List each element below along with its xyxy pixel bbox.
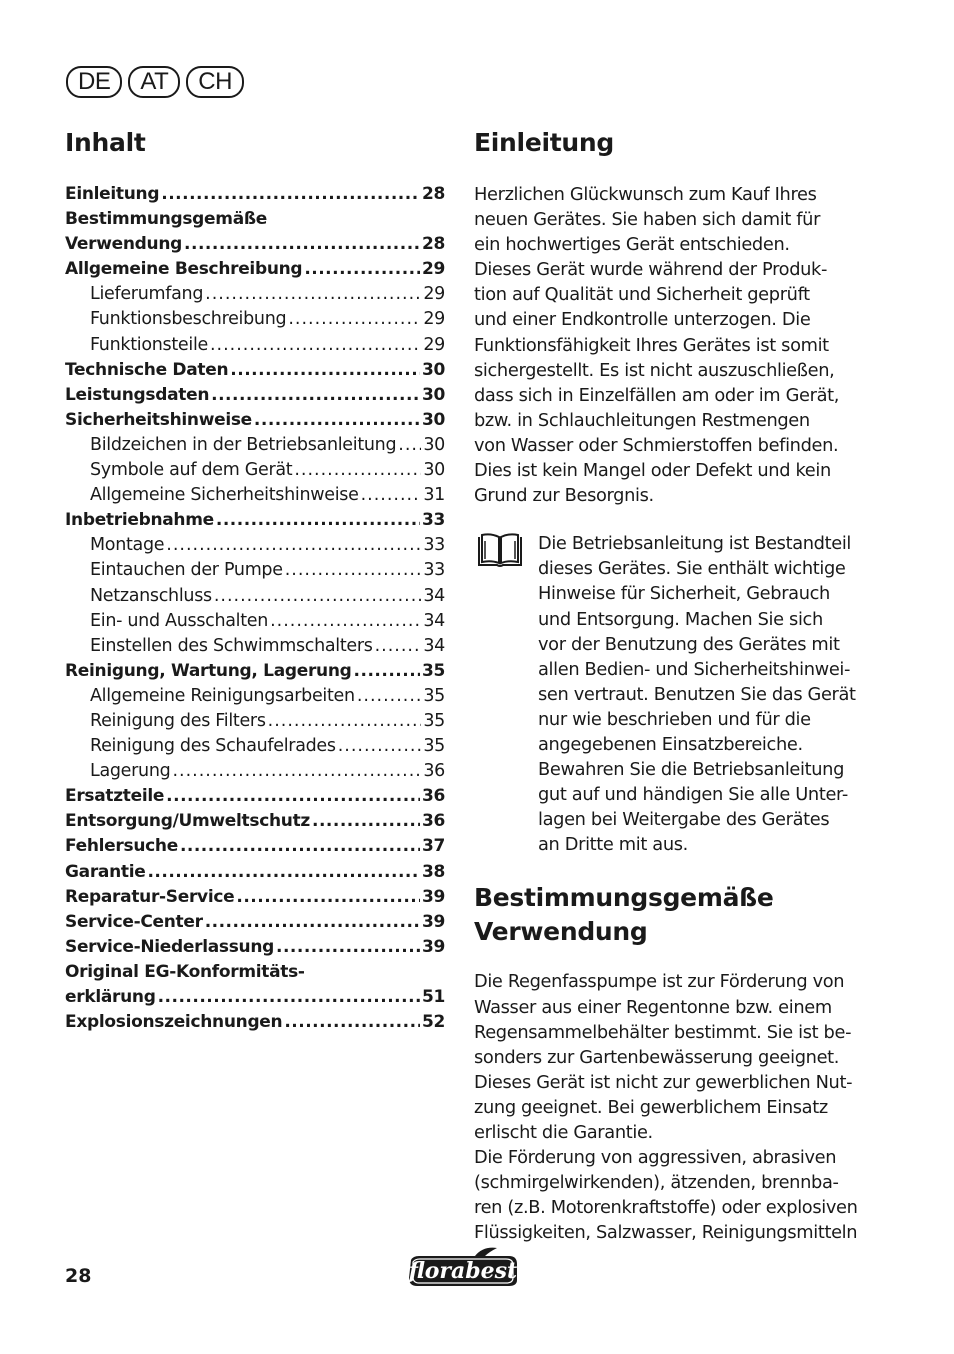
- text-line: sonders zur Gartenbewässerung geeignet.: [474, 1046, 840, 1068]
- toc-entry: [65, 584, 445, 609]
- toc-leader-dots: [210, 333, 421, 358]
- notice-text: [538, 531, 864, 857]
- toc-entry-label: Ersatzteile: [65, 786, 165, 807]
- toc-entry: [65, 508, 445, 533]
- toc-entry: [65, 759, 445, 784]
- text-line: bzw. in Schlauchleitungen Restmengen: [474, 409, 810, 431]
- toc-entry-page: 28: [421, 184, 445, 204]
- toc-leader-dots: [216, 508, 420, 533]
- toc-leader-dots: [270, 609, 421, 634]
- toc-entry: [65, 207, 445, 232]
- toc-entry-label: Bestimmungsgemäße: [65, 209, 268, 230]
- toc-leader-dots: [285, 558, 422, 583]
- toc-entry-label: Funktionsteile: [90, 334, 208, 355]
- language-badge-at: AT: [128, 66, 180, 98]
- toc-entry-label: Montage: [90, 535, 165, 556]
- toc-entry-page: 29: [423, 334, 445, 355]
- einleitung-text: [474, 182, 864, 508]
- toc-entry-label: Explosionszeichnungen: [65, 1012, 283, 1033]
- toc-entry: [65, 383, 445, 408]
- toc-entry-page: 31: [423, 485, 445, 506]
- toc-entry: [65, 910, 445, 935]
- text-line: dass sich in Einzelfällen am oder im Gerät,: [474, 384, 840, 406]
- toc-entry: [65, 1010, 445, 1035]
- text-line: und einer Endkontrolle unterzogen. Die: [474, 309, 811, 331]
- text-line: zung geeignet. Bei gewerblichem Einsatz: [474, 1096, 828, 1118]
- toc-entry-page: 29: [423, 284, 445, 305]
- text-line: nur wie beschrieben und für die: [538, 708, 811, 730]
- toc-entry-label: Bildzeichen in der Betriebsanleitung: [90, 434, 397, 455]
- text-line: (schmirgelwirkenden), ätzenden, brennba-: [474, 1172, 839, 1194]
- toc-entry: [65, 684, 445, 709]
- text-line: ren (z.B. Motorenkraftstoffe) oder explosiven: [474, 1197, 858, 1219]
- text-line: gut auf und händigen Sie alle Unter-: [538, 784, 848, 806]
- toc-entry: [65, 333, 445, 358]
- toc-entry: [65, 709, 445, 734]
- text-line: Hinweise für Sicherheit, Gebrauch: [538, 583, 830, 605]
- toc-leader-dots: [161, 182, 420, 207]
- toc-entry: [65, 734, 445, 759]
- toc-leader-dots: [268, 709, 422, 734]
- text-line: Grund zur Besorgnis.: [474, 485, 654, 507]
- toc-entry-page: 28: [421, 234, 445, 255]
- toc-leader-dots: [375, 634, 422, 659]
- text-line: erlischt die Garantie.: [474, 1122, 653, 1143]
- verwendung-section: [474, 881, 864, 1245]
- toc-entry-label: Sicherheitshinweise: [65, 409, 252, 430]
- toc-leader-dots: [398, 433, 421, 458]
- toc-entry-label: Reinigung, Wartung, Lagerung: [65, 660, 352, 681]
- toc-entry-page: 36: [421, 811, 445, 832]
- text-line: Dies ist kein Mangel oder Defekt und kein: [474, 460, 831, 482]
- toc-entry: [65, 458, 445, 483]
- toc-entry-label: Fehlersuche: [65, 836, 178, 857]
- toc-entry-page: 30: [421, 384, 445, 405]
- text-line: tion auf Qualität und Sicherheit geprüft: [474, 284, 810, 306]
- toc-entry-label: erklärung: [65, 987, 156, 1007]
- toc-leader-dots: [338, 734, 422, 759]
- toc-leader-dots: [361, 483, 422, 508]
- toc-leader-dots: [357, 684, 422, 709]
- text-line: und Entsorgung. Machen Sie sich: [538, 608, 823, 630]
- toc-entry-page: 52: [421, 1012, 445, 1033]
- toc-entry-label: Service-Center: [65, 911, 203, 932]
- manual-notice: [474, 531, 864, 857]
- language-badges: [66, 66, 244, 98]
- toc-entry: [65, 433, 445, 458]
- toc-entry-page: 33: [423, 560, 445, 581]
- text-line: Bewahren Sie die Betriebsanleitung: [538, 759, 845, 781]
- toc-leader-dots: [288, 307, 421, 332]
- toc-entry: [65, 659, 445, 684]
- language-badge-de: DE: [66, 66, 122, 98]
- text-line: Dieses Gerät wurde während der Produk-: [474, 259, 828, 281]
- toc-entry-page: 36: [423, 761, 445, 782]
- toc-leader-dots: [205, 282, 421, 307]
- toc-entry-label: Entsorgung/Umweltschutz: [65, 811, 311, 832]
- toc-entry-label: Funktionsbeschreibung: [90, 309, 287, 330]
- toc-entry-page: 39: [421, 911, 445, 932]
- text-line: dieses Gerätes. Sie enthält wichtige: [538, 558, 846, 580]
- toc-entry: [65, 834, 445, 859]
- toc-entry-label: Reinigung des Filters: [90, 710, 266, 731]
- toc-entry-page: 34: [423, 635, 445, 656]
- toc-entry: [65, 609, 445, 634]
- toc-leader-dots: [312, 809, 420, 834]
- toc-leader-dots: [172, 759, 421, 784]
- text-line: ein hochwertiges Gerät entschieden.: [474, 234, 790, 256]
- toc-entry-page: 30: [423, 460, 445, 481]
- verwendung-text: [474, 969, 864, 1245]
- verwendung-heading-line2: Verwendung: [474, 917, 648, 947]
- toc-entry: [65, 558, 445, 583]
- toc-entry-page: 30: [421, 359, 445, 380]
- text-line: Wasser aus einer Regentonne bzw. einem: [474, 996, 832, 1018]
- toc-leader-dots: [354, 659, 420, 684]
- toc-entry: [65, 232, 445, 257]
- toc-leader-dots: [214, 584, 421, 609]
- toc-entry: [65, 182, 445, 207]
- toc-leader-dots: [276, 935, 420, 960]
- toc-leader-dots: [304, 257, 420, 282]
- toc-entry-page: 35: [421, 660, 445, 681]
- toc-entry: [65, 358, 445, 383]
- toc-entry-page: 30: [423, 434, 445, 455]
- toc-entry-label: Symbole auf dem Gerät: [90, 460, 293, 481]
- toc-entry-label: Reinigung des Schaufelrades: [90, 736, 336, 757]
- text-line: von Wasser oder Schmierstoffen befinden.: [474, 434, 839, 456]
- toc-entry-page: 39: [421, 936, 445, 957]
- text-line: lagen bei Weitergabe des Gerätes: [538, 809, 830, 831]
- toc-entry: [65, 935, 445, 960]
- text-line: Dieses Gerät ist nicht zur gewerblichen Nut-: [474, 1071, 853, 1093]
- text-line: Herzlichen Glückwunsch zum Kauf Ihres: [474, 184, 817, 205]
- toc-entry-page: 36: [421, 786, 445, 807]
- content-column: [474, 126, 864, 1245]
- toc-entry-label: Garantie: [65, 861, 146, 882]
- text-line: Die Förderung von aggressiven, abrasiven: [474, 1147, 837, 1169]
- toc-entry-label: Einleitung: [65, 184, 160, 204]
- toc-leader-dots: [294, 458, 421, 483]
- toc-entry: [65, 257, 445, 282]
- toc-entry-page: 34: [423, 610, 445, 631]
- text-line: sichergestellt. Es ist nicht auszuschließen,: [474, 359, 835, 381]
- toc-entry: [65, 408, 445, 433]
- toc-entry-label: Original EG-Konformitäts-: [65, 961, 305, 982]
- toc-entry-label: Einstellen des Schwimmschalters: [90, 635, 373, 656]
- toc-leader-dots: [180, 834, 420, 859]
- toc-entry-page: 35: [423, 685, 445, 706]
- toc-entry-label: Technische Daten: [65, 359, 229, 380]
- toc-entry-page: 33: [421, 510, 445, 531]
- toc-entry-label: Netzanschluss: [90, 585, 212, 606]
- toc-entry: [65, 483, 445, 508]
- toc-column: [65, 126, 445, 1035]
- logo-text: florabest: [408, 1258, 518, 1284]
- einleitung-heading: Einleitung: [474, 128, 614, 157]
- toc-leader-dots: [284, 1010, 420, 1035]
- toc-entry-page: 34: [423, 585, 445, 606]
- text-line: neuen Gerätes. Sie haben sich damit für: [474, 209, 821, 231]
- toc-entry: [65, 985, 445, 1010]
- toc-entry: [65, 860, 445, 885]
- toc-entry-label: Inbetriebnahme: [65, 510, 214, 531]
- text-line: an Dritte mit aus.: [538, 834, 688, 856]
- text-line: Die Regenfasspumpe ist zur Förderung von: [474, 971, 845, 993]
- toc-entry-page: 38: [421, 861, 445, 882]
- toc-entry: [65, 634, 445, 659]
- text-line: Flüssigkeiten, Salzwasser, Reinigungsmitteln: [474, 1222, 858, 1244]
- toc-entry: [65, 282, 445, 307]
- toc-leader-dots: [254, 408, 420, 433]
- florabest-logo: [405, 1246, 521, 1290]
- toc-entry-label: Allgemeine Sicherheitshinweise: [90, 485, 359, 506]
- toc-leader-dots: [230, 358, 420, 383]
- toc-entry: [65, 307, 445, 332]
- toc-entry: [65, 533, 445, 558]
- toc-leader-dots: [211, 383, 420, 408]
- toc-leader-dots: [166, 784, 420, 809]
- toc-entry-page: 35: [423, 710, 445, 731]
- text-line: angegebenen Einsatzbereiche.: [538, 733, 803, 755]
- toc-leader-dots: [158, 985, 420, 1010]
- text-line: Regensammelbehälter bestimmt. Sie ist be-: [474, 1021, 852, 1043]
- book-icon: [476, 533, 524, 569]
- toc-entry-page: 35: [423, 736, 445, 757]
- toc-entry-label: Lagerung: [90, 761, 171, 782]
- verwendung-heading-line1: Bestimmungsgemäße: [474, 883, 774, 913]
- toc-entry-label: Allgemeine Beschreibung: [65, 259, 303, 280]
- toc-list: [65, 182, 445, 1035]
- toc-entry-page: 39: [421, 886, 445, 907]
- toc-entry-label: Reparatur-Service: [65, 886, 235, 907]
- toc-leader-dots: [205, 910, 420, 935]
- toc-leader-dots: [236, 885, 420, 910]
- toc-entry: [65, 885, 445, 910]
- toc-entry: [65, 809, 445, 834]
- toc-entry-page: 33: [423, 535, 445, 556]
- toc-entry-label: Verwendung: [65, 234, 183, 255]
- toc-entry-page: 51: [421, 987, 445, 1007]
- page-number: 28: [65, 1265, 92, 1287]
- text-line: Funktionsfähigkeit Ihres Gerätes ist somit: [474, 334, 829, 356]
- toc-entry-label: Allgemeine Reinigungsarbeiten: [90, 685, 355, 706]
- verwendung-heading: [474, 881, 864, 949]
- toc-entry-page: 37: [421, 836, 445, 857]
- text-line: sen vertraut. Benutzen Sie das Gerät: [538, 683, 856, 705]
- toc-entry-label: Ein- und Ausschalten: [90, 610, 269, 631]
- toc-entry-label: Lieferumfang: [90, 284, 204, 305]
- toc-entry-label: Leistungsdaten: [65, 384, 210, 405]
- text-line: allen Bedien- und Sicherheitshinwei-: [538, 658, 851, 680]
- toc-entry-label: Eintauchen der Pumpe: [90, 560, 283, 581]
- toc-entry-page: 29: [423, 309, 445, 330]
- toc-leader-dots: [147, 860, 419, 885]
- toc-entry-page: 30: [421, 409, 445, 430]
- toc-entry: [65, 960, 445, 985]
- text-line: Die Betriebsanleitung ist Bestandteil: [538, 533, 852, 555]
- toc-title: Inhalt: [65, 128, 146, 157]
- toc-entry: [65, 784, 445, 809]
- language-badge-ch: CH: [186, 66, 244, 98]
- toc-leader-dots: [166, 533, 421, 558]
- text-line: vor der Benutzung des Gerätes mit: [538, 633, 840, 655]
- toc-leader-dots: [184, 232, 420, 257]
- toc-entry-label: Service-Niederlassung: [65, 936, 275, 957]
- toc-entry-page: 29: [421, 259, 445, 280]
